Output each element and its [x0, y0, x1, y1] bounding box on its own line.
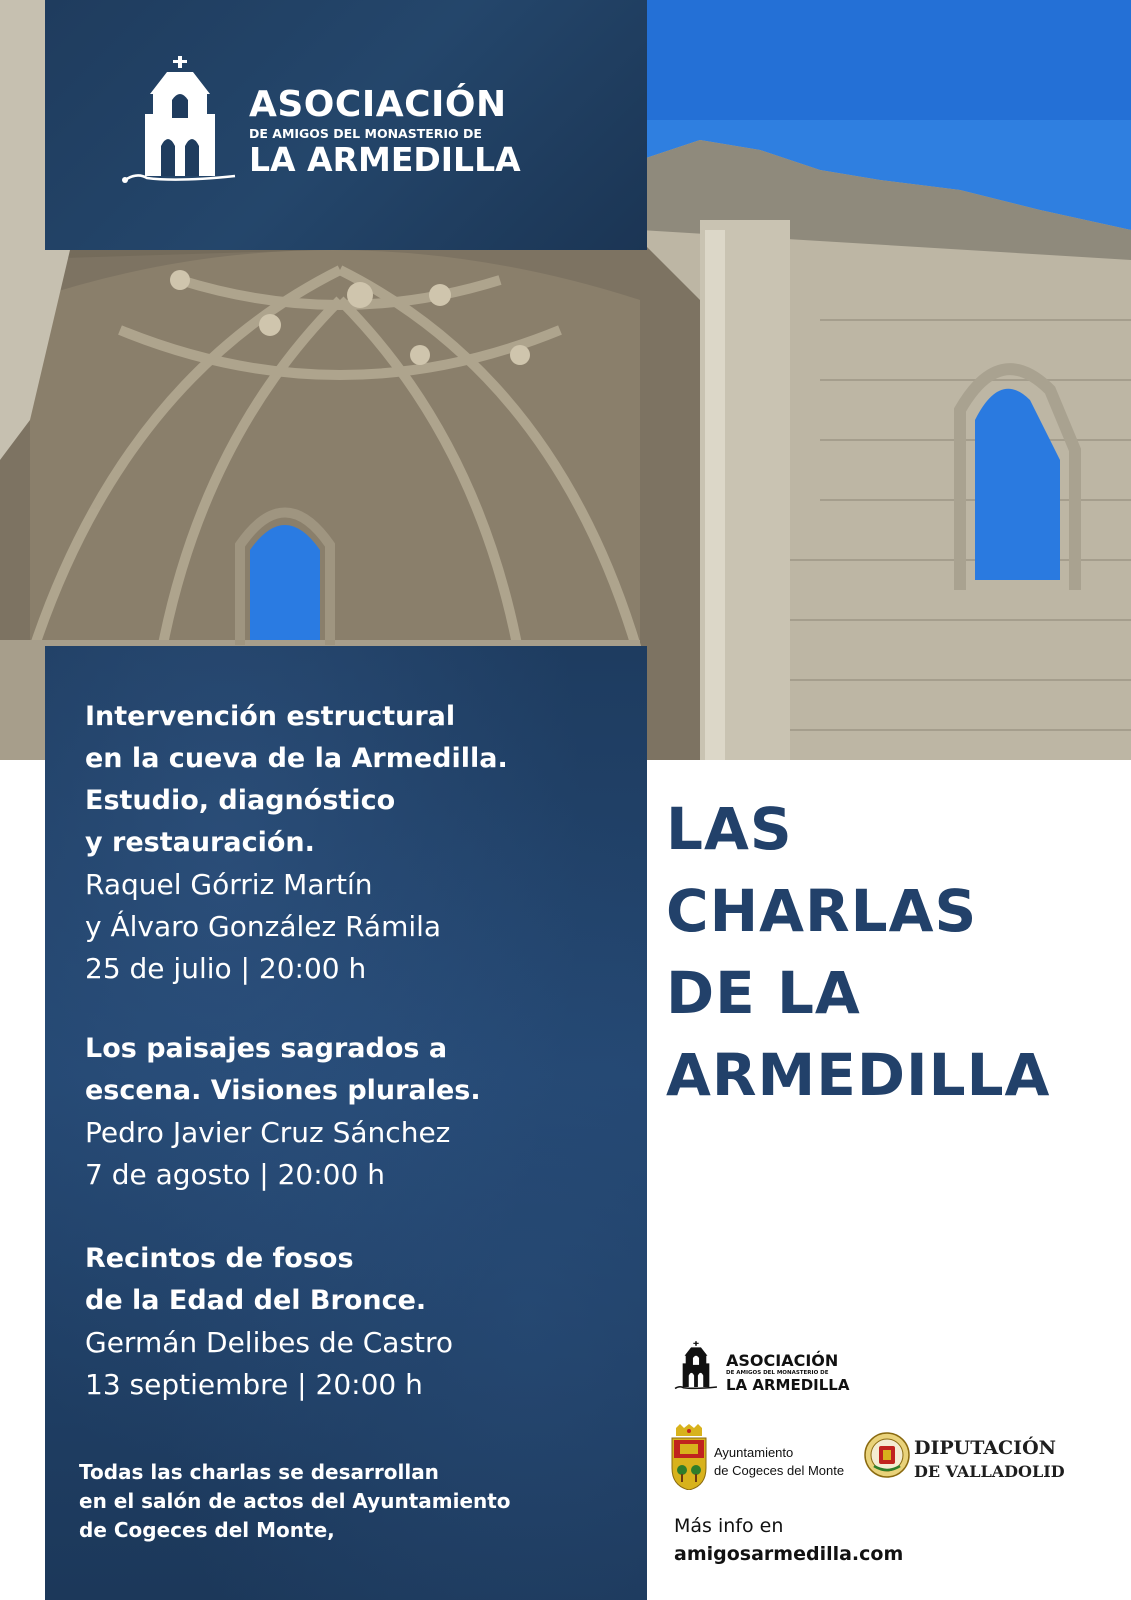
talk-title: Intervención estructural en la cueva de la Armedilla. Estudio, diagnóstico y restauración. [85, 701, 508, 858]
talk-item-3 [85, 1238, 635, 1406]
monastery-logo-icon [117, 56, 243, 186]
ayuntamiento-shield-icon [670, 1424, 708, 1490]
more-info [674, 1512, 903, 1568]
header-org-subtitle: DE AMIGOS DEL MONASTERIO DE [249, 126, 482, 141]
association-sponsor-subtitle: DE AMIGOS DEL MONASTERIO DE [726, 1370, 829, 1376]
talk-datetime: 13 septiembre | 20:00 h [85, 1368, 423, 1401]
association-sponsor-name: LA ARMEDILLA [726, 1376, 850, 1394]
header-org-title: ASOCIACIÓN [249, 84, 507, 125]
talk-item-1 [85, 696, 635, 990]
talk-speaker: Raquel Górriz Martín y Álvaro González Rámila [85, 868, 442, 943]
venue-note: Todas las charlas se desarrollan en el salón de actos del Ayuntamiento de Cogeces del Monte, [79, 1460, 511, 1542]
more-info-label: Más info en [674, 1515, 784, 1537]
talk-speaker: Germán Delibes de Castro [85, 1326, 454, 1359]
talk-title: Recintos de fosos de la Edad del Bronce. [85, 1243, 427, 1316]
association-sponsor-title: ASOCIACIÓN [726, 1351, 839, 1370]
main-title: LAS CHARLAS DE LA ARMEDILLA [666, 795, 1051, 1109]
header-logo-box [45, 0, 647, 250]
association-logo-icon [672, 1340, 720, 1392]
diputacion-line-2: DE VALLADOLID [914, 1462, 1065, 1481]
talk-speaker: Pedro Javier Cruz Sánchez [85, 1116, 451, 1149]
diputacion-seal-icon [864, 1432, 910, 1478]
ayuntamiento-sponsor-text: Ayuntamiento de Cogeces del Monte [714, 1445, 845, 1478]
association-sponsor-text [726, 1351, 849, 1394]
diputacion-sponsor-text [914, 1436, 1065, 1484]
talk-datetime: 7 de agosto | 20:00 h [85, 1158, 385, 1191]
talk-item-2 [85, 1028, 635, 1196]
talk-datetime: 25 de julio | 20:00 h [85, 952, 367, 985]
diputacion-line-1: DIPUTACIÓN [914, 1437, 1056, 1459]
header-org-name: LA ARMEDILLA [249, 140, 521, 179]
website-link[interactable]: amigosarmedilla.com [674, 1543, 904, 1565]
talks-panel [45, 646, 647, 1600]
talk-title: Los paisajes sagrados a escena. Visiones plurales. [85, 1033, 481, 1106]
